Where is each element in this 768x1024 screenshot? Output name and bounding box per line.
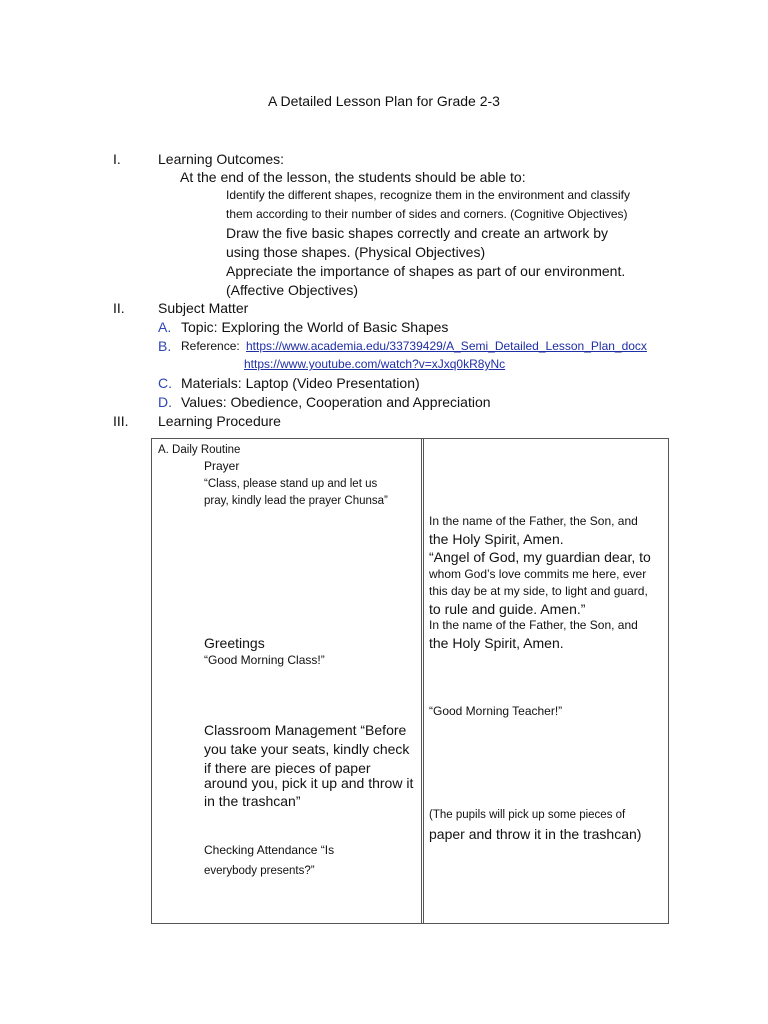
greetings-label: Greetings <box>204 635 265 651</box>
objective-line: Draw the five basic shapes correctly and create an artwork by <box>226 225 609 241</box>
prayer-instruction: “Class, please stand up and let us <box>204 478 378 490</box>
pupil-action: (The pupils will pick up some pieces of <box>429 809 626 821</box>
section-3-heading: Learning Procedure <box>158 413 281 429</box>
pupil-response: the Holy Spirit, Amen. <box>429 635 564 651</box>
pupil-action: paper and throw it in the trashcan) <box>429 826 642 842</box>
procedure-table <box>151 438 669 924</box>
pupil-response: this day be at my side, to light and guard, <box>429 584 648 598</box>
list-letter-a: A. <box>158 319 172 335</box>
pupil-response: the Holy Spirit, Amen. <box>429 531 564 547</box>
reference-link-youtube[interactable]: https://www.youtube.com/watch?v=xJxq0kR8yNc <box>244 357 506 371</box>
prayer-instruction: pray, kindly lead the prayer Chunsa” <box>204 495 388 507</box>
pupil-response: to rule and guide. Amen.” <box>429 601 586 617</box>
classroom-management: Classroom Management “Before <box>204 722 407 738</box>
greetings-quote: “Good Morning Class!” <box>204 653 325 667</box>
reference-label: Reference: <box>181 339 240 353</box>
daily-routine-heading: A. Daily Routine <box>158 444 241 456</box>
prayer-label: Prayer <box>204 459 240 473</box>
reference-link-academia[interactable]: https://www.academia.edu/33739429/A_Semi_Detailed_Lesson_Plan_docx <box>246 339 647 353</box>
list-letter-d: D. <box>158 394 172 410</box>
classroom-management: if there are pieces of paper <box>204 760 371 776</box>
section-2-number: II. <box>113 300 125 316</box>
list-letter-b: B. <box>158 338 172 354</box>
pupil-response: “Angel of God, my guardian dear, to <box>429 549 651 565</box>
section-1-number: I. <box>113 151 121 167</box>
pupil-response: whom God’s love commits me here, ever <box>429 567 647 581</box>
objective-line: Identify the different shapes, recognize them in the environment and classify <box>226 188 631 202</box>
objective-line: Appreciate the importance of shapes as part of our environment. <box>226 263 626 279</box>
attendance-check: Checking Attendance “Is <box>204 843 335 857</box>
classroom-management: you take your seats, kindly check <box>204 741 410 757</box>
pupil-response: In the name of the Father, the Son, and <box>429 514 638 528</box>
objective-line: them according to their number of sides and corners. (Cognitive Objectives) <box>226 207 628 221</box>
pupil-response: In the name of the Father, the Son, and <box>429 618 638 632</box>
section-1-heading: Learning Outcomes: <box>158 151 285 167</box>
classroom-management: around you, pick it up and throw it <box>204 775 414 791</box>
learning-outcomes-intro: At the end of the lesson, the students should be able to: <box>180 169 526 185</box>
greeting-reply: “Good Morning Teacher!” <box>429 704 563 718</box>
list-letter-c: C. <box>158 375 172 391</box>
values-text: Values: Obedience, Cooperation and Appreciation <box>181 394 491 410</box>
attendance-check: everybody presents?” <box>204 865 315 877</box>
objective-line: (Affective Objectives) <box>226 282 359 298</box>
section-2-heading: Subject Matter <box>158 300 249 316</box>
objective-line: using those shapes. (Physical Objectives) <box>226 244 486 260</box>
topic-text: Topic: Exploring the World of Basic Shapes <box>181 319 449 335</box>
column-divider <box>421 439 424 923</box>
classroom-management: in the trashcan” <box>204 793 301 809</box>
document-title: A Detailed Lesson Plan for Grade 2-3 <box>268 93 500 109</box>
section-3-number: III. <box>113 413 129 429</box>
materials-text: Materials: Laptop (Video Presentation) <box>181 375 420 391</box>
